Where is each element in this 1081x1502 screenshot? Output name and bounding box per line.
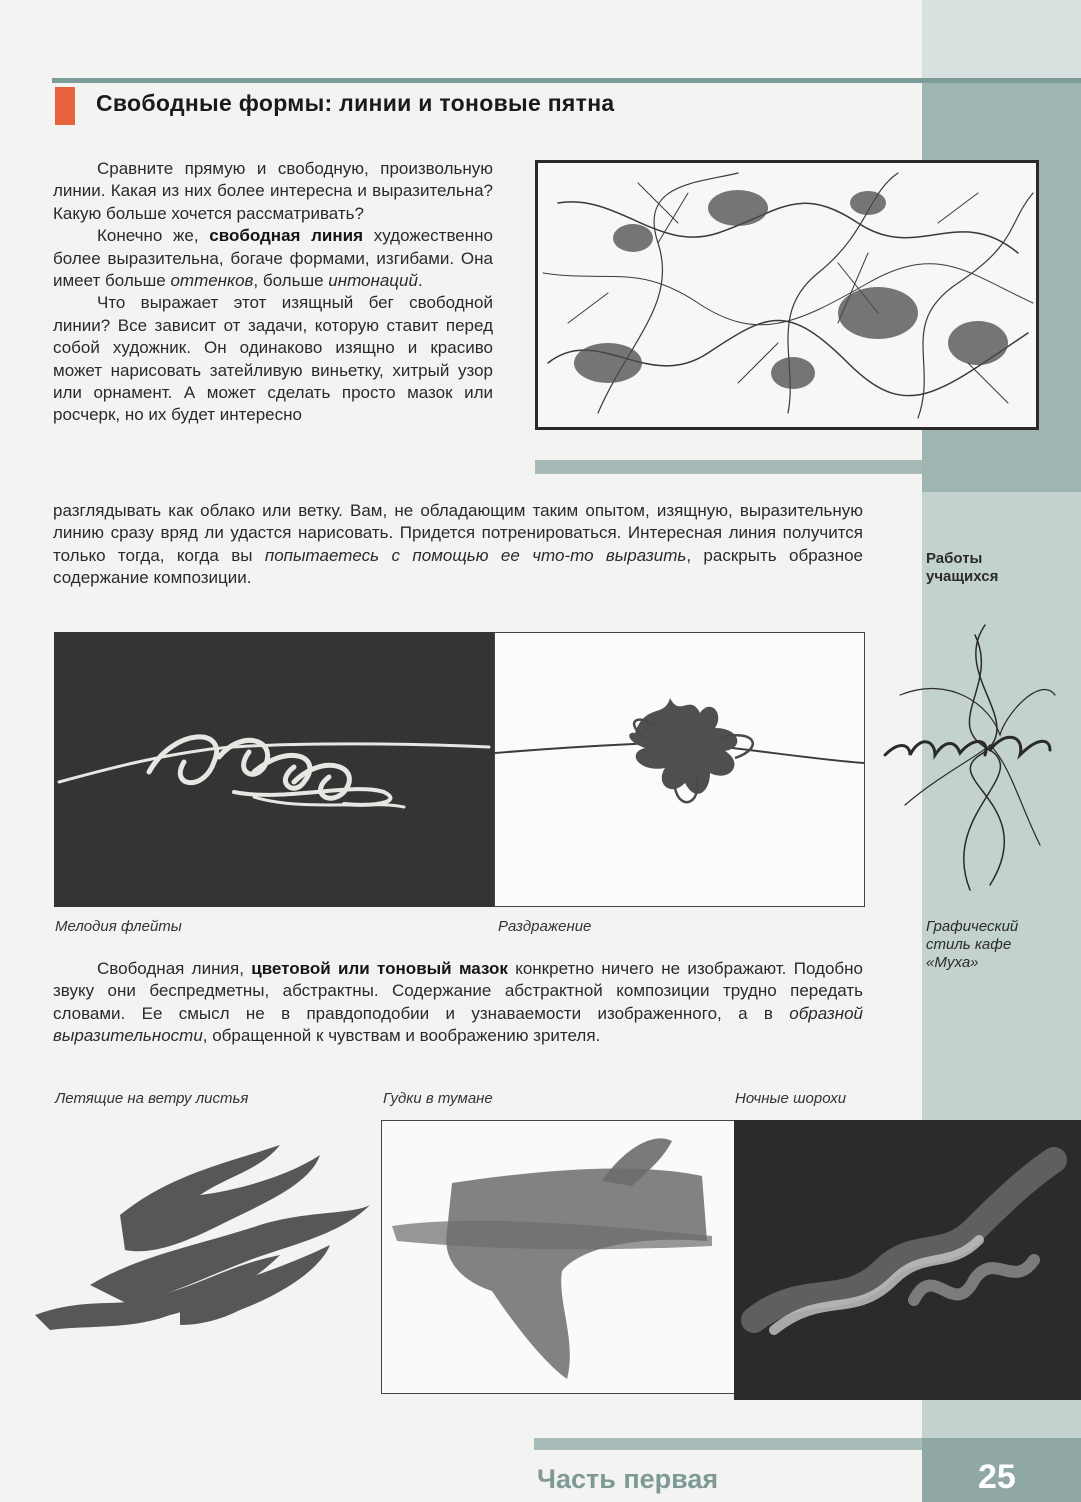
flute-melody-image [54, 632, 494, 907]
irritation-image [494, 632, 865, 907]
paragraph-3: Что выражает этот изящный бег свободной линии? Все зависит от задачи, которую ставит перед собой художник. Он одинаково изящно и красиво может нарисовать затейливую виньетку, хитрый узор или орнамент. А может сделать просто мазок или росчерк, но их будет интересно [53, 293, 493, 425]
paragraph-3-continued: разглядывать как облако или ветку. Вам, не обладающим таким опытом, изящную, выразительную линию сразу вряд ли удастся нарисовать. Придется потренироваться. Интересная линия получится только тогда, когда вы попытаетесь с помощью ее что-то выразить, раскрыть образное содержание композиции. [53, 501, 863, 588]
intro-column-text [53, 158, 493, 427]
students-work-caption: Работы учащихся [926, 550, 999, 585]
night-caption: Ночные шорохи [735, 1090, 847, 1107]
cafe-mukha-logo [880, 615, 1070, 905]
section-label: Часть первая [537, 1464, 719, 1494]
cafe-caption: Графический стиль кафе «Муха» [926, 918, 1019, 971]
title-marker [55, 87, 75, 125]
paragraph-2: Конечно же, свободная линия художественно более выразительна, богаче формами, изгибами. Она имеет больше оттенков, больше интонаций. [53, 226, 493, 291]
leaves-caption: Летящие на ветру листья [55, 1090, 249, 1107]
irritation-caption: Раздражение [498, 918, 592, 935]
side-decor-band-top [922, 0, 1081, 82]
paragraph-4: Свободная линия, цветовой или тоновый мазок конкретно ничего не изображают. Подобно звуку они беспредметны, абстрактны. Содержание абстрактной композиции трудно передать словами. Ее смысл не в правдоподобии и узнаваемости изображенного, а в образной выразительности, обращенной к чувствам и воображению зрителя. [53, 959, 863, 1046]
page-number: 25 [978, 1458, 1016, 1496]
header-rule [52, 78, 1081, 83]
flying-leaves-image [30, 1135, 375, 1360]
night-rustles-image [734, 1120, 1081, 1400]
ink-lines-photo [535, 160, 1039, 430]
flute-caption: Мелодия флейты [55, 918, 182, 935]
photo-shadow-bar [535, 460, 922, 474]
page-title: Свободные формы: линии и тоновые пятна [96, 90, 615, 116]
paragraph-1: Сравните прямую и свободную, произвольную линии. Какая из них более интересна и выразительна? Какую больше хочется рассматривать? [53, 159, 493, 223]
horns-in-fog-image [381, 1120, 736, 1394]
horns-caption: Гудки в тумане [383, 1090, 493, 1107]
footer-band [534, 1438, 922, 1450]
